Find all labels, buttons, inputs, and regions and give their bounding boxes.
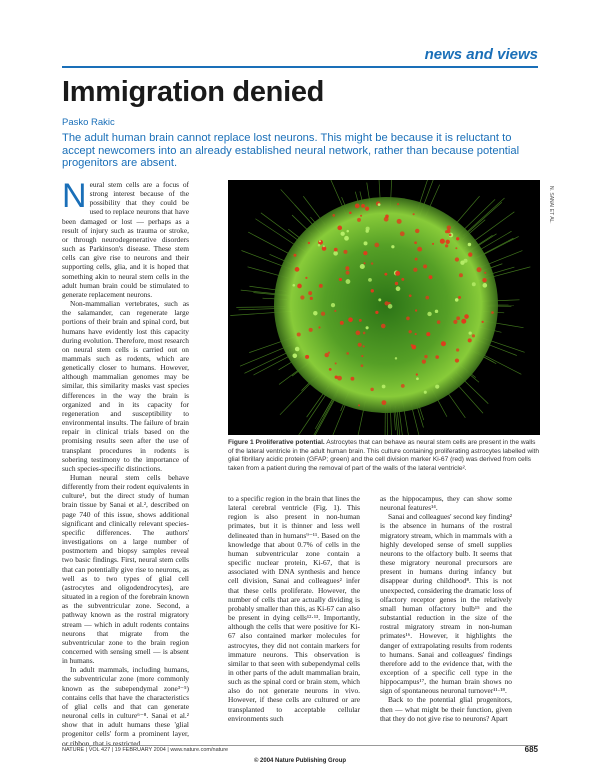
paragraph: Neural stem cells are a focus of strong interest because of the possibility that they could be used to replace neurons that have been damaged or lost — perhaps as a result of injury such as trauma or stroke, or through neurodegenerative disorders such as Parkinson's disease. These stem cells can give rise to neurons and their supporting cells, glia, and it is hoped that something akin to neural stem cells in the adult human brain could be stimulated to generate replacement neurons. — [62, 177, 189, 299]
body-column-2 — [228, 494, 360, 723]
paragraph: to a specific region in the brain that lines the lateral cerebral ventricle (Fig. 1). This region is also present in non-human primates, but it is thinner and less well delineated than in humans⁹⁻¹¹. Based on the knowledge that about 0.7% of cells in the human subventricular zone contain a specific nuclear protein, Ki-67, that is associated with DNA synthesis and hence cell division, Sanai and colleagues² infer that these cells proliferate. However, the number of cells that are actually dividing is probably smaller than this, as Ki-67 can also be present in dying cells¹²·¹³. Importantly, although the cells that were positive for Ki-67 also contained marker molecules for astrocytes, they did not contain markers for immature neurons. This observation is similar to that seen with subependymal cells in other parts of the adult mammalian brain, such as the spinal cord or brain stem, which also do not generate neurons in vivo. However, if these cells are cultured or are transplanted to acceptable cellular environments such — [228, 494, 360, 723]
author-name: Pasko Rakic — [62, 117, 115, 128]
body-column-3 — [380, 494, 512, 723]
paragraph: as the hippocampus, they can show some neuronal features¹⁴. — [380, 494, 512, 513]
footer-rule — [62, 745, 538, 746]
standfirst: The adult human brain cannot replace lost neurons. This might be because it is reluctant to accept newcomers into an already established neural network, rather than because potential progenitors are absent. — [62, 132, 520, 170]
paragraph: In adult mammals, including humans, the subventricular zone (more commonly known as the subependymal zone³⁻⁵) contains cells that have the characteristics of glial cells and that can generate neuronal cells in culture⁶⁻⁸. Sanai et al.² show that in adult humans these 'glial progenitor cells' form a prominent layer, or ribbon, that is restricted — [62, 665, 189, 748]
figure-micrograph — [228, 180, 540, 435]
image-credit: N. SANAI ET AL. — [548, 186, 554, 224]
section-label: news and views — [424, 46, 538, 63]
copyright-notice: © 2004 Nature Publishing Group — [253, 758, 347, 764]
caption-text: Astrocytes that can behave as neural stem cells are present in the walls of the lateral ventricle in the adult human brain. This culture containing proliferating astrocytes labelled with glial fibrillary acidic protein (GFAP; green) and the cell division marker Ki-67 (red) was derived from cells taken from a patient during the removal of part of the walls of the lateral ventricle². — [228, 439, 540, 472]
journal-footer: NATURE | VOL 427 | 19 FEBRUARY 2004 | www.nature.com/nature — [62, 747, 229, 753]
paragraph: Sanai and colleagues' second key finding² is the absence in humans of the rostral migratory stream, which in mammals with a highly developed sense of smell supplies neurons to the olfactory bulb. It seems that these migratory neuronal precursors are present in humans during infancy but disappear during childhood⁸. This is not unexpected, considering the dramatic loss of olfactory receptor genes in the relatively small human olfactory bulb¹⁵ and the substantial reduction in the size of the rostral migratory stream in non-human primates¹⁶. However, it highlights the danger of extrapolating results from rodents to humans. Sanai and colleagues' findings therefore add to the evidence that, with the exception of a specific cell type in the hippocampus¹⁷, the human brain shows no sign of spontaneous neuronal turnover¹¹·¹⁸. — [380, 512, 512, 696]
paragraph: Back to the potential glial progenitors, then — what might be their function, given that they do not give rise to neurons? Apart — [380, 695, 512, 723]
paragraph: Non-mammalian vertebrates, such as the salamander, can regenerate large portions of their brain and spinal cord, but humans have evidently lost this capacity during evolution. Therefore, most research on neural stem cells is carried out on mammals such as rodents, which are genetically closer to humans. However, although mammalian genomes may be similar, this similarity masks vast species differences in the way the brain is organized and in its capacity for regeneration and susceptibility to environmental insults. The failure of brain repair in clinical trials based on the promising results seen after the use of transplant procedures in rodents is sobering testimony to the importance of such species-specific distinctions. — [62, 299, 189, 473]
body-column-1 — [62, 177, 189, 748]
top-rule — [62, 66, 538, 68]
paragraph: Human neural stem cells behave differently from their rodent equivalents in culture¹, but the direct study of human brain tissue by Sanai et al.², described on page 740 of this issue, shows additional significant and clinically relevant species-specific differences. The authors' investigations on a large number of postmortem and biopsy samples reveal two basic findings. First, neural stem cells that can potentially give rise to neurons, as well as to two types of glial cell (astrocytes and oligodendrocytes), are situated in a region of the forebrain known as the subventricular zone. Second, a pathway known as the rostral migratory stream — which in adult rodents contains neurons that migrate from the subventricular zone to the brain region concerned with sensing smell — is absent in humans. — [62, 473, 189, 666]
neurosphere-image — [228, 180, 540, 435]
article-headline: Immigration denied — [62, 76, 325, 108]
drop-cap: N — [62, 177, 87, 215]
page-number: 685 — [524, 745, 538, 754]
figure-caption — [228, 439, 540, 473]
caption-label: Figure 1 Proliferative potential. — [228, 439, 325, 446]
